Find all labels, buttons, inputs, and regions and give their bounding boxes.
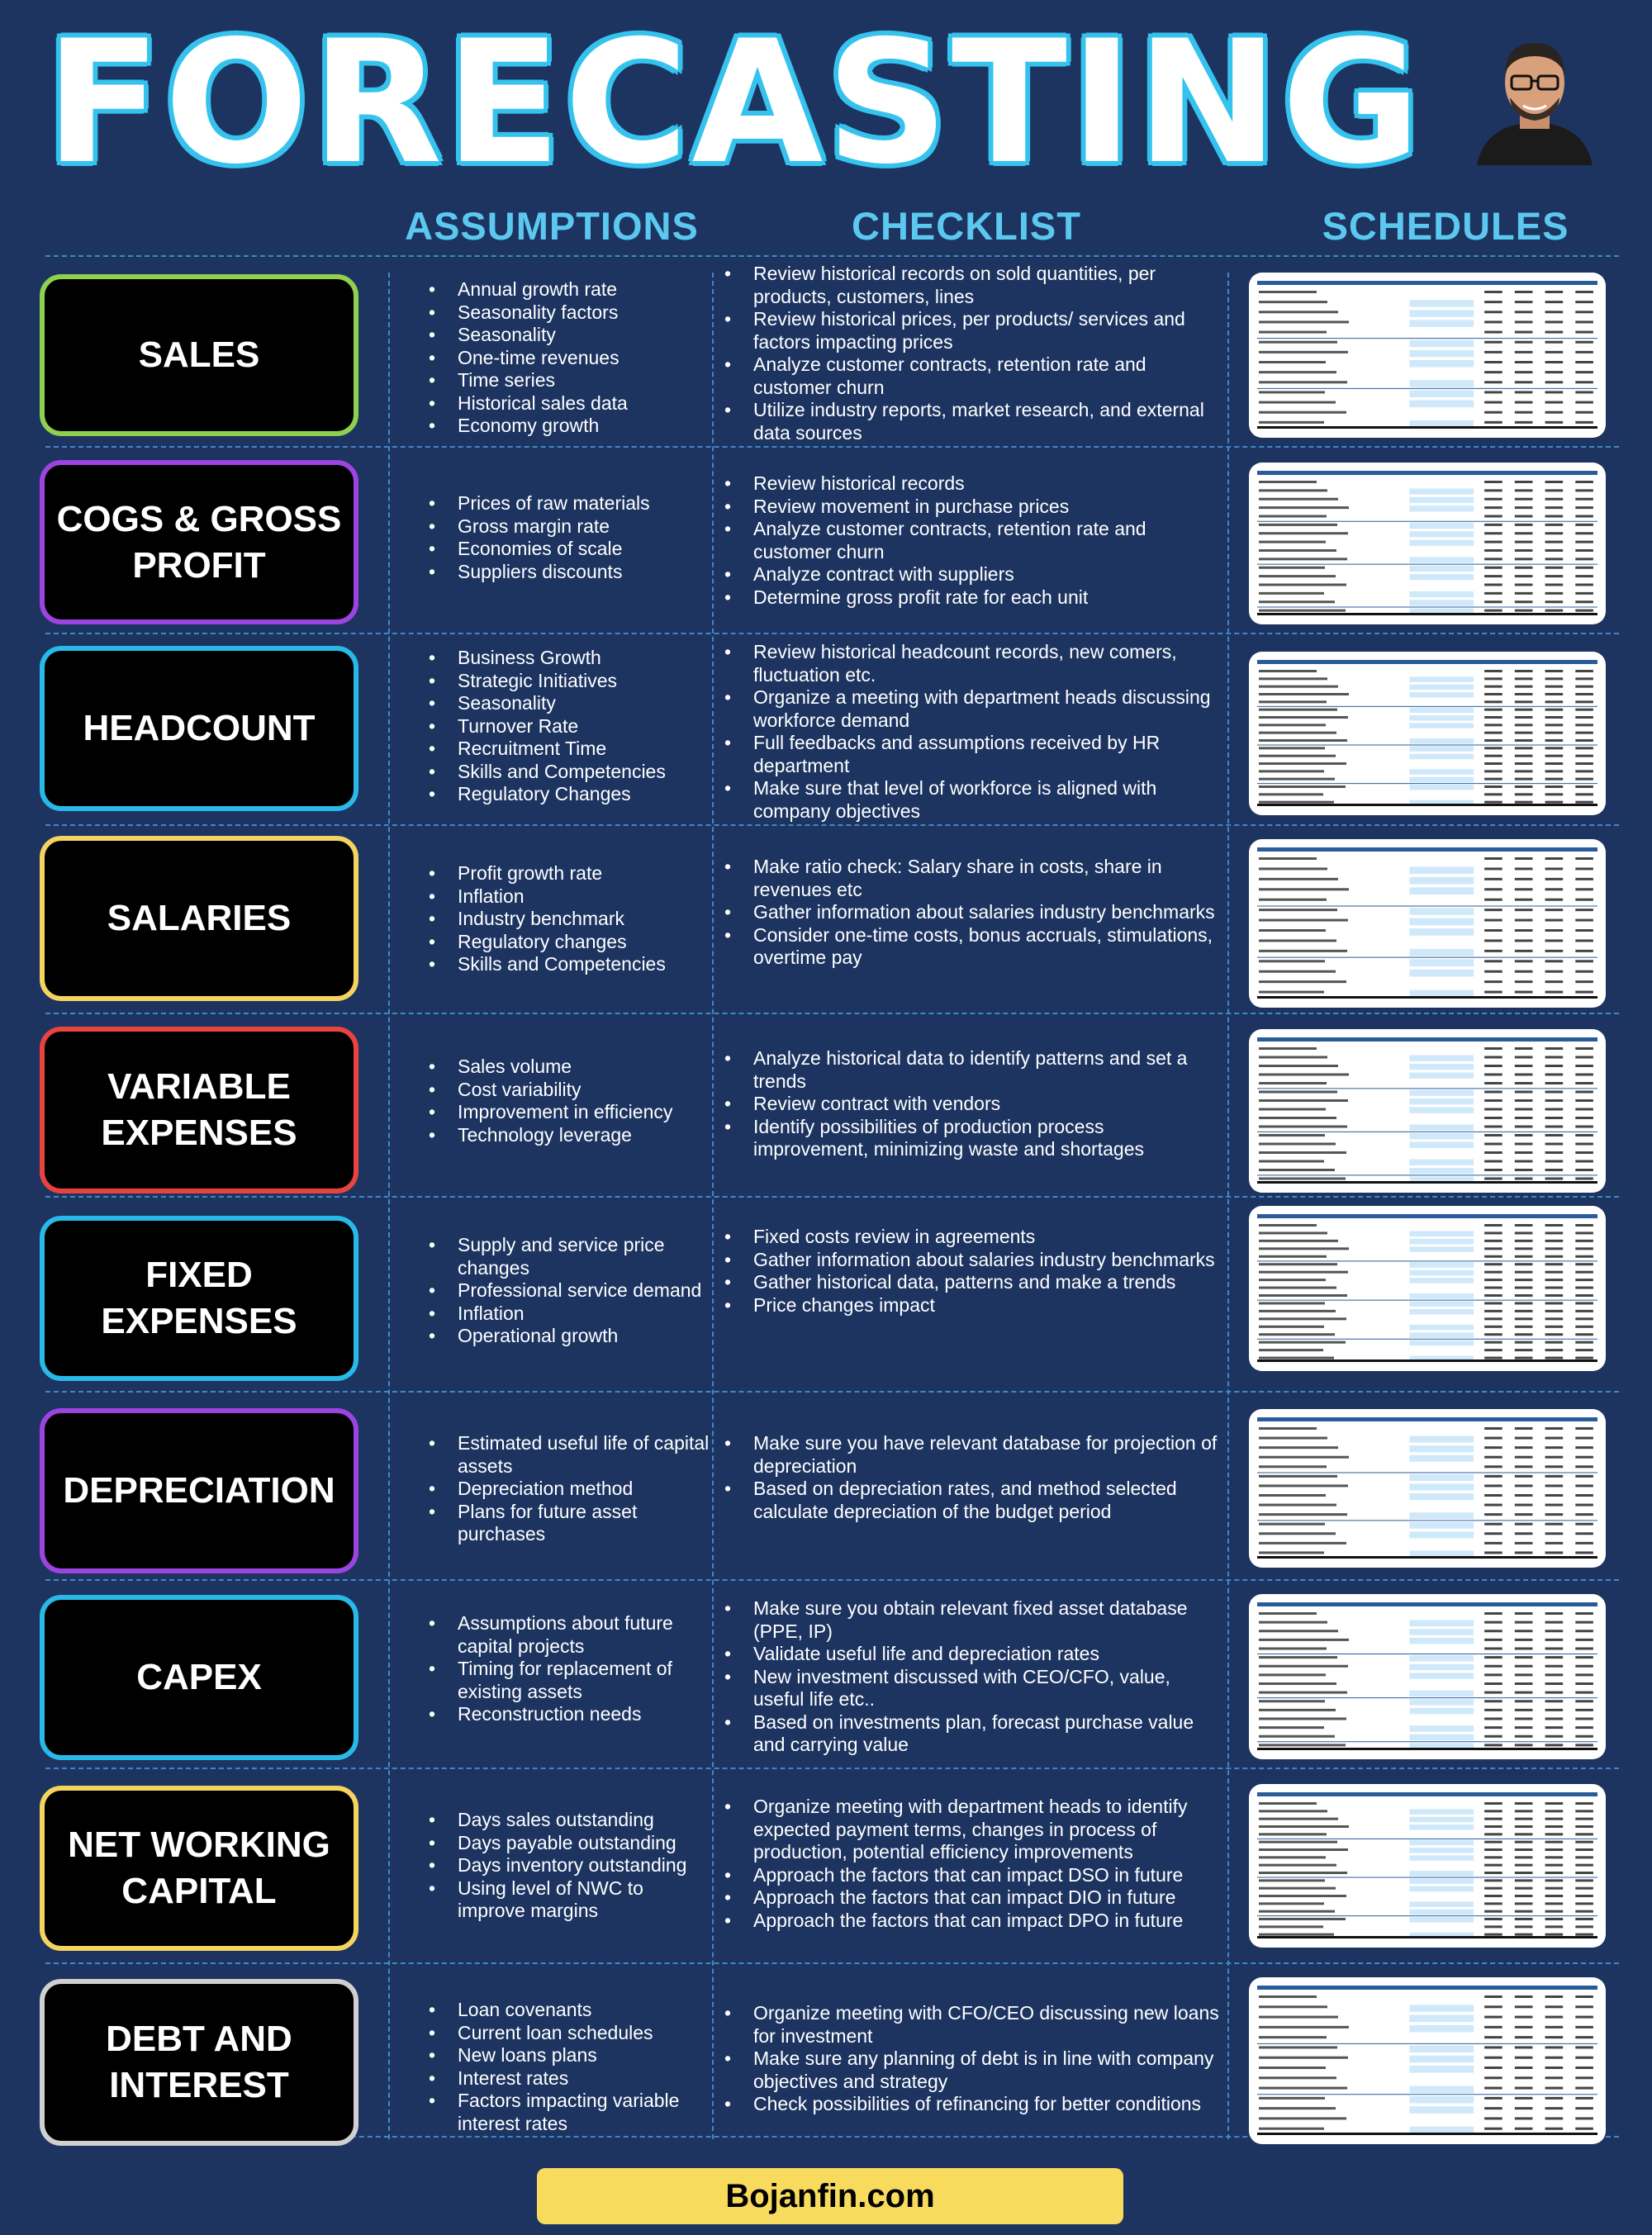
assumptions-list [423, 862, 712, 976]
schedule-thumbnail [1249, 1409, 1606, 1568]
checklist-item: • Review contract with vendors [719, 1093, 1222, 1116]
assumption-item: • Days sales outstanding [423, 1809, 712, 1832]
row-divider [45, 633, 1619, 634]
spreadsheet-table-icon [1249, 652, 1606, 815]
spreadsheet-table-icon [1249, 1409, 1606, 1568]
checklist-item: • Based on investments plan, forecast purchase value and carrying value [719, 1711, 1222, 1757]
checklist-list [719, 1226, 1222, 1317]
assumption-item: • Days inventory outstanding [423, 1854, 712, 1877]
assumptions-list [423, 1612, 712, 1726]
assumptions-list [423, 492, 712, 583]
checklist-item: • Analyze contract with suppliers [719, 563, 1222, 586]
assumption-item: • Technology leverage [423, 1124, 712, 1147]
spreadsheet-table-icon [1249, 1977, 1606, 2144]
checklist-list [719, 1047, 1222, 1161]
assumption-item: • Skills and Competencies [423, 953, 712, 976]
assumption-item: • Sales volume [423, 1056, 712, 1079]
checklist-list [719, 641, 1222, 823]
assumption-item: • Inflation [423, 885, 712, 909]
assumption-item: • Seasonality factors [423, 301, 712, 325]
category-box: COGS & GROSS PROFIT [40, 460, 358, 624]
spreadsheet-table-icon [1249, 1029, 1606, 1193]
category-box: SALARIES [40, 836, 358, 1001]
footer-website[interactable]: Bojanfin.com [537, 2168, 1123, 2224]
assumption-item: • Improvement in efficiency [423, 1101, 712, 1124]
category-box: NET WORKING CAPITAL [40, 1786, 358, 1951]
checklist-list [719, 2002, 1222, 2116]
assumptions-list [423, 1432, 712, 1546]
schedule-thumbnail [1249, 463, 1606, 624]
checklist-item: • Organize meeting with department heads to identify expected payment terms, changes in process of production, potential efficiency improvements [719, 1796, 1222, 1864]
checklist-item: • Analyze historical data to identify patterns and set a trends [719, 1047, 1222, 1093]
spreadsheet-table-icon [1249, 839, 1606, 1008]
assumption-item: • Regulatory changes [423, 931, 712, 954]
checklist-item: • Review historical records [719, 472, 1222, 496]
spreadsheet-table-icon [1249, 463, 1606, 624]
checklist-item: • Check possibilities of refinancing for better conditions [719, 2093, 1222, 2116]
assumption-item: • Cost variability [423, 1079, 712, 1102]
assumption-item: • Profit growth rate [423, 862, 712, 885]
thumb-header-bar [1257, 847, 1597, 852]
page-title: FORECASTING [45, 5, 1424, 202]
spreadsheet-table-icon [1249, 1784, 1606, 1948]
thumb-header-bar [1257, 471, 1597, 475]
assumption-item: • Economy growth [423, 415, 712, 438]
assumption-item: • Using level of NWC to improve margins [423, 1877, 712, 1923]
schedule-thumbnail [1249, 1977, 1606, 2144]
assumptions-list [423, 1809, 712, 1923]
assumption-item: • Current loan schedules [423, 2022, 712, 2045]
checklist-list [719, 472, 1222, 609]
checklist-item: • Full feedbacks and assumptions received by HR department [719, 732, 1222, 777]
assumption-item: • Plans for future asset purchases [423, 1501, 712, 1546]
checklist-item: • Review historical headcount records, new comers, fluctuation etc. [719, 641, 1222, 686]
schedule-thumbnail [1249, 1784, 1606, 1948]
thumb-header-bar [1257, 281, 1597, 285]
assumption-item: • Prices of raw materials [423, 492, 712, 515]
assumption-item: • Interest rates [423, 2067, 712, 2090]
checklist-item: • Validate useful life and depreciation rates [719, 1643, 1222, 1666]
checklist-item: • Organize meeting with CFO/CEO discussing new loans for investment [719, 2002, 1222, 2048]
assumptions-list [423, 647, 712, 806]
assumption-item: • One-time revenues [423, 347, 712, 370]
schedule-thumbnail [1249, 652, 1606, 815]
category-box: CAPEX [40, 1595, 358, 1760]
checklist-item: • Review historical prices, per products/ services and factors impacting prices [719, 308, 1222, 354]
row-divider [45, 1013, 1619, 1014]
spreadsheet-table-icon [1249, 273, 1606, 438]
assumption-item: • Reconstruction needs [423, 1703, 712, 1726]
thumb-header-bar [1257, 1214, 1597, 1218]
assumption-item: • Days payable outstanding [423, 1832, 712, 1855]
checklist-item: • New investment discussed with CEO/CFO, value, useful life etc.. [719, 1666, 1222, 1711]
checklist-item: • Approach the factors that can impact DSO in future [719, 1864, 1222, 1887]
assumption-item: • Supply and service price changes [423, 1234, 712, 1279]
row-divider [45, 1391, 1619, 1393]
category-box: HEADCOUNT [40, 646, 358, 811]
checklist-item: • Organize a meeting with department heads discussing workforce demand [719, 686, 1222, 732]
checklist-item: • Analyze customer contracts, retention rate and customer churn [719, 354, 1222, 399]
thumb-header-bar [1257, 1037, 1597, 1042]
assumption-item: • Gross margin rate [423, 515, 712, 539]
column-divider [388, 273, 390, 2139]
row-divider [45, 446, 1619, 448]
assumption-item: • Time series [423, 369, 712, 392]
checklist-item: • Consider one-time costs, bonus accruals, stimulations, overtime pay [719, 924, 1222, 970]
checklist-item: • Make sure you have relevant database for projection of depreciation [719, 1432, 1222, 1478]
assumption-item: • Skills and Competencies [423, 761, 712, 784]
assumption-item: • Industry benchmark [423, 908, 712, 931]
assumption-item: • Timing for replacement of existing assets [423, 1658, 712, 1703]
checklist-item: • Gather information about salaries industry benchmarks [719, 1249, 1222, 1272]
category-box: DEBT AND INTEREST [40, 1979, 358, 2146]
checklist-item: • Make ratio check: Salary share in costs, share in revenues etc [719, 856, 1222, 901]
author-photo [1469, 25, 1601, 165]
column-header-assumptions: ASSUMPTIONS [405, 204, 699, 248]
assumption-item: • Factors impacting variable interest rates [423, 2090, 712, 2135]
checklist-item: • Analyze customer contracts, retention rate and customer churn [719, 518, 1222, 563]
row-divider [45, 1962, 1619, 1964]
assumption-item: • Professional service demand [423, 1279, 712, 1303]
thumb-header-bar [1257, 1792, 1597, 1796]
thumb-header-bar [1257, 1417, 1597, 1421]
checklist-list [719, 1597, 1222, 1757]
checklist-list [719, 263, 1222, 444]
checklist-item: • Approach the factors that can impact DIO in future [719, 1886, 1222, 1910]
schedule-thumbnail [1249, 1029, 1606, 1193]
spreadsheet-table-icon [1249, 1594, 1606, 1759]
checklist-item: • Based on depreciation rates, and method selected calculate depreciation of the budget period [719, 1478, 1222, 1523]
category-box: SALES [40, 274, 358, 436]
assumption-item: • Inflation [423, 1303, 712, 1326]
assumption-item: • Operational growth [423, 1325, 712, 1348]
assumption-item: • Suppliers discounts [423, 561, 712, 584]
row-divider [45, 824, 1619, 826]
assumption-item: • Estimated useful life of capital assets [423, 1432, 712, 1478]
schedule-thumbnail [1249, 839, 1606, 1008]
row-divider [45, 1196, 1619, 1198]
assumption-item: • Turnover Rate [423, 715, 712, 738]
assumption-item: • Assumptions about future capital projects [423, 1612, 712, 1658]
checklist-list [719, 1796, 1222, 1932]
assumption-item: • New loans plans [423, 2044, 712, 2067]
checklist-item: • Utilize industry reports, market research, and external data sources [719, 399, 1222, 444]
checklist-item: • Identify possibilities of production process improvement, minimizing waste and shortages [719, 1116, 1222, 1161]
assumptions-list [423, 1056, 712, 1146]
schedule-thumbnail [1249, 273, 1606, 438]
assumption-item: • Recruitment Time [423, 738, 712, 761]
row-divider [45, 1768, 1619, 1769]
assumption-item: • Depreciation method [423, 1478, 712, 1501]
checklist-list [719, 1432, 1222, 1523]
checklist-item: • Review movement in purchase prices [719, 496, 1222, 519]
checklist-item: • Fixed costs review in agreements [719, 1226, 1222, 1249]
assumptions-list [423, 278, 712, 438]
assumption-item: • Regulatory Changes [423, 783, 712, 806]
assumption-item: • Annual growth rate [423, 278, 712, 301]
assumptions-list [423, 1234, 712, 1348]
row-divider [45, 1579, 1619, 1581]
category-box: DEPRECIATION [40, 1408, 358, 1573]
column-header-checklist: CHECKLIST [852, 204, 1081, 248]
checklist-item: • Make sure you obtain relevant fixed asset database (PPE, IP) [719, 1597, 1222, 1643]
assumption-item: • Business Growth [423, 647, 712, 670]
column-header-schedules: SCHEDULES [1322, 204, 1569, 248]
checklist-item: • Make sure that level of workforce is aligned with company objectives [719, 777, 1222, 823]
assumption-item: • Strategic Initiatives [423, 670, 712, 693]
schedule-thumbnail [1249, 1206, 1606, 1371]
schedule-thumbnail [1249, 1594, 1606, 1759]
category-box: VARIABLE EXPENSES [40, 1027, 358, 1193]
thumb-header-bar [1257, 1602, 1597, 1606]
assumption-item: • Seasonality [423, 692, 712, 715]
category-box: FIXED EXPENSES [40, 1216, 358, 1381]
checklist-list [719, 856, 1222, 970]
checklist-item: • Approach the factors that can impact DPO in future [719, 1910, 1222, 1933]
assumption-item: • Historical sales data [423, 392, 712, 415]
assumptions-list [423, 1999, 712, 2135]
checklist-item: • Determine gross profit rate for each unit [719, 586, 1222, 610]
checklist-item: • Price changes impact [719, 1294, 1222, 1317]
thumb-header-bar [1257, 660, 1597, 664]
assumption-item: • Loan covenants [423, 1999, 712, 2022]
thumb-header-bar [1257, 1986, 1597, 1990]
checklist-item: • Gather historical data, patterns and make a trends [719, 1271, 1222, 1294]
divider [45, 255, 1619, 257]
assumption-item: • Economies of scale [423, 538, 712, 561]
checklist-item: • Make sure any planning of debt is in line with company objectives and strategy [719, 2048, 1222, 2093]
assumption-item: • Seasonality [423, 324, 712, 347]
checklist-item: • Review historical records on sold quantities, per products, customers, lines [719, 263, 1222, 308]
checklist-item: • Gather information about salaries industry benchmarks [719, 901, 1222, 924]
spreadsheet-table-icon [1249, 1206, 1606, 1371]
column-divider [1227, 273, 1229, 2139]
column-divider [712, 273, 714, 2139]
